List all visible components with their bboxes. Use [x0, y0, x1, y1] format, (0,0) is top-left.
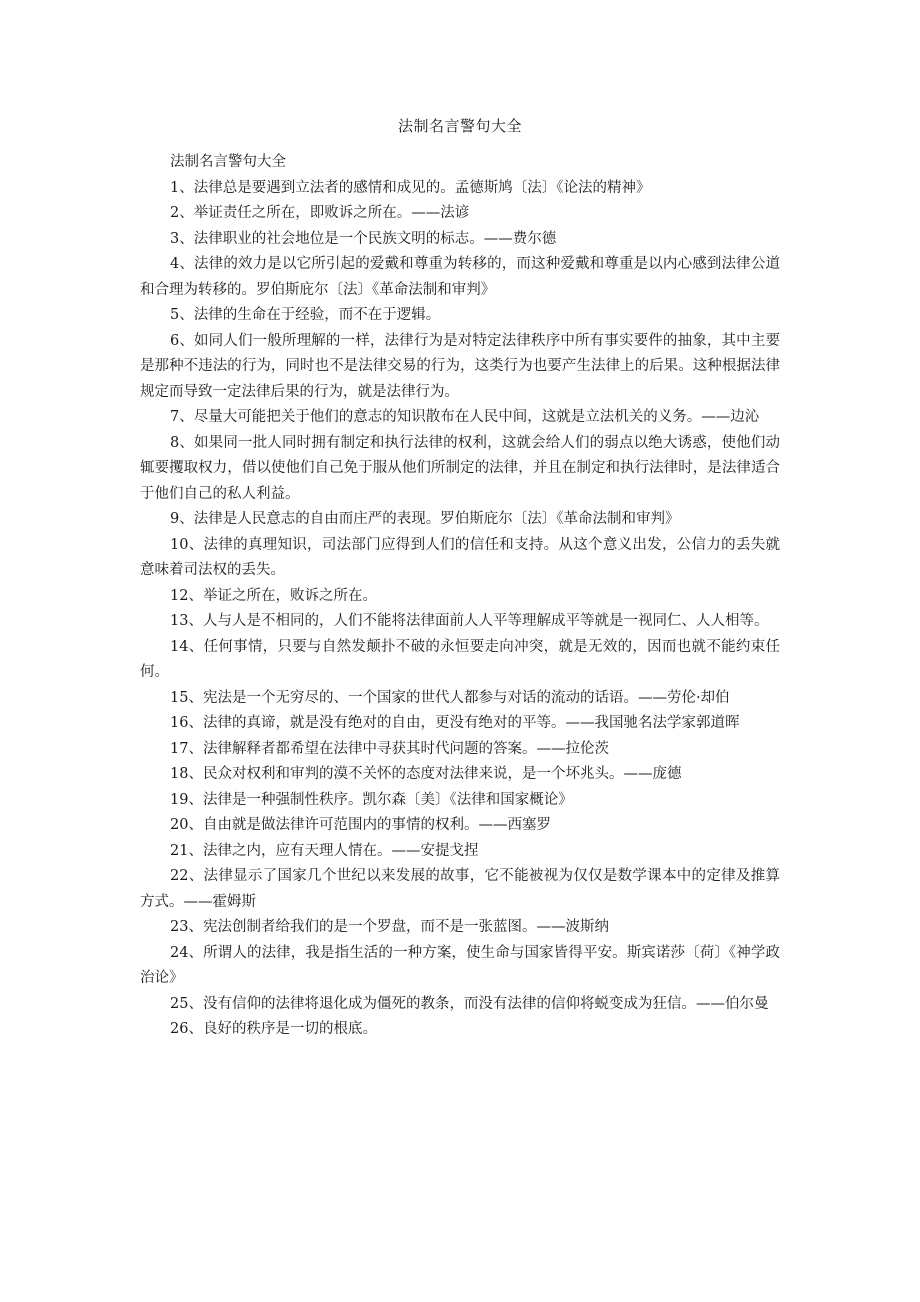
- quote-paragraph: 14、任何事情，只要与自然发颠扑不破的永恒要走向冲突，就是无效的，因而也就不能约束任何。: [140, 638, 780, 680]
- quote-paragraph: 6、如同人们一般所理解的一样，法律行为是对特定法律秩序中所有事实要件的抽象，其中主要是那种不违法的行为，同时也不是法律交易的行为，这类行为也要产生法律上的后果。这种根据法律规定而导致一定法律后果的行为，就是法律行为。: [140, 332, 780, 400]
- quote-paragraph: 3、法律职业的社会地位是一个民族文明的标志。——费尔德: [170, 230, 557, 247]
- quote-paragraph: 25、没有信仰的法律将退化成为僵死的教条，而没有法律的信仰将蜕变成为狂信。——伯尔曼: [170, 995, 769, 1012]
- quote-paragraph: 8、如果同一批人同时拥有制定和执行法律的权利，这就会给人们的弱点以绝大诱惑，使他们动辄要攫取权力，借以使他们自己免于服从他们所制定的法律，并且在制定和执行法律时，是法律适合于他们自己的私人利益。: [140, 434, 780, 502]
- quote-paragraph: 10、法律的真理知识，司法部门应得到人们的信任和支持。从这个意义出发，公信力的丢失就意味着司法权的丢失。: [140, 536, 780, 578]
- quote-paragraph: 17、法律解释者都希望在法律中寻获其时代问题的答案。——拉伦茨: [170, 740, 609, 757]
- quote-paragraph: 7、尽量大可能把关于他们的意志的知识散布在人民中间，这就是立法机关的义务。——边沁: [170, 409, 760, 425]
- quote-paragraph: 5、法律的生命在于经验，而不在于逻辑。: [170, 307, 441, 323]
- quote-paragraph: 15、宪法是一个无穷尽的、一个国家的世代人都参与对话的流动的话语。——劳伦·却伯: [170, 689, 730, 706]
- quote-paragraph: 9、法律是人民意志的自由而庄严的表现。罗伯斯庇尔〔法〕《革命法制和审判》: [170, 511, 680, 527]
- quote-paragraph: 21、法律之内，应有天理人情在。——安提戈捏: [170, 842, 479, 859]
- document-body: [140, 150, 780, 1043]
- quote-paragraph: 4、法律的效力是以它所引起的爱戴和尊重为转移的，而这种爱戴和尊重是以内心感到法律公道和合理为转移的。罗伯斯庇尔〔法〕《革命法制和审判》: [140, 256, 780, 298]
- quote-paragraph: 2、举证责任之所在，即败诉之所在。——法谚: [170, 205, 470, 221]
- quote-paragraph: 13、人与人是不相同的，人们不能将法律面前人人平等理解成平等就是一视同仁、人人相等。: [170, 613, 769, 629]
- quote-paragraph: 12、举证之所在，败诉之所在。: [170, 587, 377, 604]
- quote-paragraph: 1、法律总是要遇到立法者的感情和成见的。孟德斯鸠〔法〕《论法的精神》: [170, 179, 651, 196]
- quote-paragraph: 24、所谓人的法律，我是指生活的一种方案，使生命与国家皆得平安。斯宾诺莎〔荷〕《神学政治论》: [140, 944, 780, 986]
- quote-paragraph: 16、法律的真谛，就是没有绝对的自由，更没有绝对的平等。——我国驰名法学家郭道晖: [170, 715, 740, 731]
- quote-paragraph: 22、法律显示了国家几个世纪以来发展的故事，它不能被视为仅仅是数学课本中的定律及推算方式。——霍姆斯: [140, 868, 780, 910]
- quote-paragraph: 18、民众对权利和审判的漠不关怀的态度对法律来说，是一个坏兆头。——庞德: [170, 766, 682, 782]
- quote-paragraph: 20、自由就是做法律许可范围内的事情的权利。——西塞罗: [170, 817, 551, 833]
- quote-paragraph: 26、良好的秩序是一切的根底。: [170, 1021, 377, 1037]
- quote-paragraph: 23、宪法创制者给我们的是一个罗盘，而不是一张蓝图。——波斯纳: [170, 919, 609, 935]
- paragraph-heading: 法制名言警句大全: [170, 154, 286, 170]
- document-title: 法制名言警句大全: [397, 117, 522, 135]
- quote-paragraph: 19、法律是一种强制性秩序。凯尔森〔美〕《法律和国家概论》: [170, 791, 573, 808]
